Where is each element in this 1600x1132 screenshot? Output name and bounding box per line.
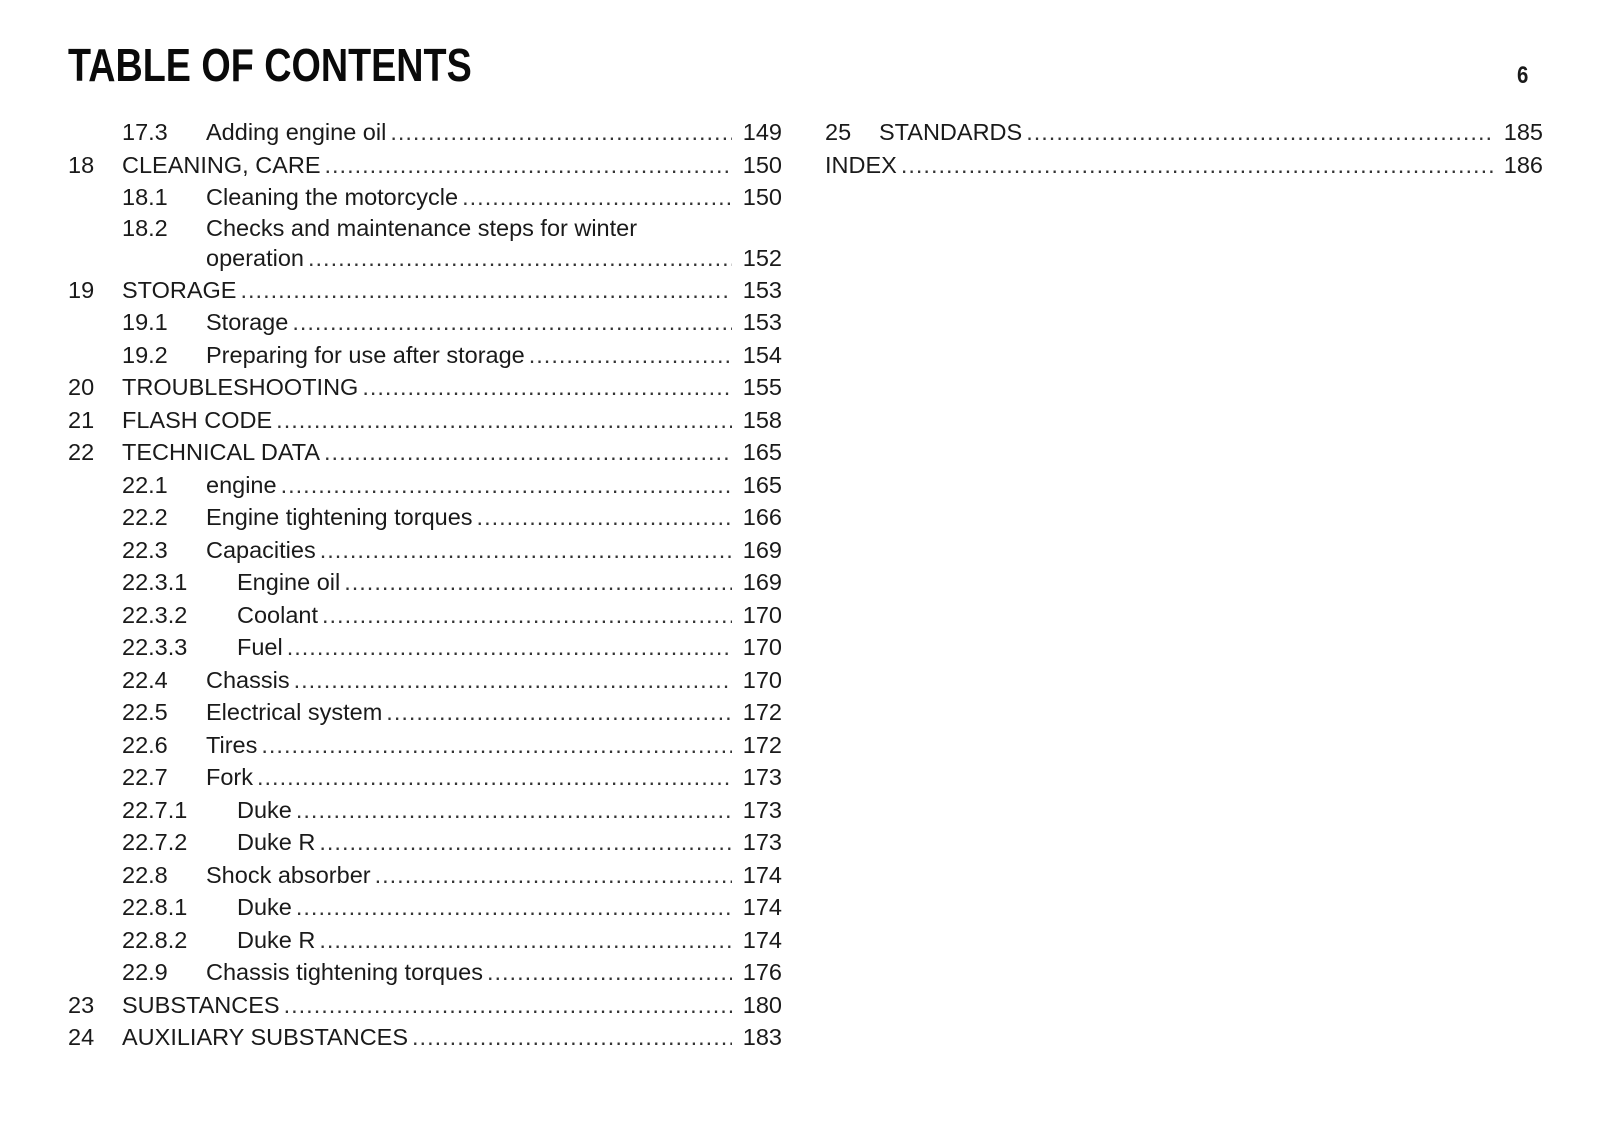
section-number: 22.3.2 bbox=[122, 601, 188, 628]
toc-entry[interactable] bbox=[68, 214, 782, 274]
page-ref: 173 bbox=[742, 829, 782, 855]
section-number: 18.2 bbox=[122, 214, 168, 241]
page-ref: 165 bbox=[742, 439, 782, 465]
leader-dots bbox=[324, 436, 732, 469]
toc-entry[interactable] bbox=[825, 116, 1543, 149]
page-ref: 155 bbox=[742, 374, 782, 400]
page-ref: 183 bbox=[742, 1024, 782, 1050]
leader-dots bbox=[261, 729, 732, 762]
leader-dots bbox=[412, 1021, 732, 1054]
page-number: 6 bbox=[1516, 62, 1528, 89]
leader-dots bbox=[362, 371, 732, 404]
toc-entry[interactable] bbox=[68, 599, 782, 632]
section-number: 23 bbox=[68, 991, 95, 1018]
toc-entry[interactable] bbox=[68, 149, 782, 182]
section-number: 22.7.1 bbox=[122, 796, 188, 823]
page-ref: 165 bbox=[742, 471, 782, 498]
page-ref: 173 bbox=[742, 764, 782, 790]
section-title: Cleaning the motorcycle bbox=[206, 184, 459, 210]
section-number: 24 bbox=[68, 1024, 95, 1050]
section-number: 17.3 bbox=[122, 119, 168, 145]
page-ref: 166 bbox=[742, 504, 782, 530]
section-title: TECHNICAL DATA bbox=[122, 439, 321, 465]
leader-dots bbox=[901, 149, 1493, 182]
leader-dots bbox=[344, 566, 732, 599]
section-number: 22.5 bbox=[122, 699, 168, 725]
leader-dots bbox=[487, 956, 732, 989]
leader-dots bbox=[284, 989, 732, 1022]
leader-dots bbox=[322, 599, 732, 632]
section-title: Storage bbox=[206, 309, 289, 335]
leader-dots bbox=[320, 534, 732, 567]
page-ref: 172 bbox=[742, 699, 782, 725]
toc-entry[interactable] bbox=[68, 116, 782, 149]
section-title: AUXILIARY SUBSTANCES bbox=[122, 1024, 409, 1050]
toc-entry[interactable] bbox=[68, 794, 782, 827]
section-title: Engine oil bbox=[237, 569, 341, 595]
leader-dots bbox=[276, 404, 732, 437]
page-ref: 170 bbox=[742, 666, 782, 693]
leader-dots bbox=[287, 631, 732, 664]
toc-entry[interactable] bbox=[68, 1021, 782, 1054]
page-ref: 174 bbox=[742, 861, 782, 888]
section-number: 22.7 bbox=[122, 764, 168, 790]
toc-entry[interactable] bbox=[68, 924, 782, 957]
toc-entry[interactable] bbox=[68, 729, 782, 762]
leader-dots bbox=[308, 242, 732, 274]
leader-dots bbox=[319, 924, 732, 957]
section-title: Tires bbox=[206, 731, 258, 758]
section-number: 19.1 bbox=[122, 309, 168, 335]
section-number: 25 bbox=[825, 119, 852, 145]
section-number: 22.3.3 bbox=[122, 634, 188, 660]
page-ref: 185 bbox=[1503, 119, 1543, 145]
section-number: 22.9 bbox=[122, 959, 168, 985]
page-ref: 158 bbox=[742, 406, 782, 433]
toc-entry[interactable] bbox=[68, 371, 782, 404]
section-title: FLASH CODE bbox=[122, 406, 273, 433]
toc-entry[interactable] bbox=[68, 534, 782, 567]
page-ref: 149 bbox=[742, 119, 782, 145]
page-ref: 176 bbox=[742, 959, 782, 985]
section-title: engine bbox=[206, 471, 277, 498]
page-ref: 173 bbox=[742, 796, 782, 823]
leader-dots bbox=[292, 306, 732, 339]
section-number: 21 bbox=[68, 406, 95, 433]
leader-dots bbox=[294, 664, 732, 697]
toc-entry[interactable] bbox=[68, 274, 782, 307]
toc-entry[interactable] bbox=[68, 956, 782, 989]
section-number: 22.2 bbox=[122, 504, 168, 530]
section-number: 19.2 bbox=[122, 341, 168, 368]
toc-entry[interactable] bbox=[68, 501, 782, 534]
leader-dots bbox=[240, 274, 732, 307]
toc-left-column bbox=[68, 116, 782, 1054]
page-ref: 150 bbox=[742, 184, 782, 210]
toc-entry[interactable] bbox=[68, 664, 782, 697]
toc-entry[interactable] bbox=[68, 761, 782, 794]
section-number: 22.1 bbox=[122, 471, 168, 498]
section-title: Electrical system bbox=[206, 699, 383, 725]
toc-entry[interactable] bbox=[68, 469, 782, 502]
section-number: 22.3.1 bbox=[122, 569, 188, 595]
page-ref: 180 bbox=[742, 991, 782, 1018]
toc-entry[interactable] bbox=[68, 436, 782, 469]
page-ref: 174 bbox=[742, 894, 782, 920]
toc-entry[interactable] bbox=[825, 149, 1543, 182]
page-ref: 170 bbox=[742, 601, 782, 628]
leader-dots bbox=[386, 696, 732, 729]
section-title: Adding engine oil bbox=[206, 119, 387, 145]
toc-entry[interactable] bbox=[68, 891, 782, 924]
section-number: 18.1 bbox=[122, 184, 168, 210]
section-number: 22.6 bbox=[122, 731, 168, 758]
section-title: Duke bbox=[237, 894, 292, 920]
page-title: TABLE OF CONTENTS bbox=[68, 39, 472, 91]
section-number: 22.8 bbox=[122, 861, 168, 888]
section-title: Duke R bbox=[237, 926, 316, 953]
toc-entry[interactable] bbox=[68, 859, 782, 892]
section-title: STORAGE bbox=[122, 276, 237, 303]
section-number: 22.4 bbox=[122, 666, 168, 693]
page-ref: 152 bbox=[742, 244, 782, 271]
section-title: Coolant bbox=[237, 601, 318, 628]
toc-entry[interactable] bbox=[68, 631, 782, 664]
leader-dots bbox=[325, 149, 733, 182]
leader-dots bbox=[1026, 116, 1493, 149]
leader-dots bbox=[462, 181, 732, 214]
leader-dots bbox=[296, 891, 732, 924]
toc-entry[interactable] bbox=[68, 404, 782, 437]
section-title: CLEANING, CARE bbox=[122, 151, 321, 178]
section-title: Shock absorber bbox=[206, 861, 371, 888]
section-number: 22 bbox=[68, 439, 95, 465]
section-title: Duke R bbox=[237, 829, 316, 855]
section-number: 22.3 bbox=[122, 536, 168, 563]
toc-entry[interactable] bbox=[68, 306, 782, 339]
section-title: Preparing for use after storage bbox=[206, 341, 525, 368]
leader-dots bbox=[257, 761, 732, 794]
section-title: Engine tightening torques bbox=[206, 504, 473, 530]
leader-dots bbox=[375, 859, 732, 892]
section-title: Fuel bbox=[237, 634, 283, 660]
toc-right-column bbox=[825, 116, 1543, 181]
section-title: INDEX bbox=[825, 151, 897, 178]
section-title: TROUBLESHOOTING bbox=[122, 374, 359, 400]
section-title: Chassis tightening torques bbox=[206, 959, 483, 985]
section-number: 19 bbox=[68, 276, 95, 303]
section-number: 18 bbox=[68, 151, 95, 178]
toc-entry[interactable] bbox=[68, 566, 782, 599]
leader-dots bbox=[390, 116, 732, 149]
section-number: 20 bbox=[68, 374, 95, 400]
leader-dots bbox=[296, 794, 732, 827]
toc-entry[interactable] bbox=[68, 826, 782, 859]
toc-entry[interactable] bbox=[68, 339, 782, 372]
section-title: Duke bbox=[237, 796, 292, 823]
page-ref: 172 bbox=[742, 731, 782, 758]
section-title: Fork bbox=[206, 764, 253, 790]
section-title-continued: operation bbox=[206, 244, 304, 271]
toc-entry[interactable] bbox=[68, 696, 782, 729]
leader-dots bbox=[477, 501, 732, 534]
leader-dots bbox=[529, 339, 732, 372]
toc-entry[interactable] bbox=[68, 181, 782, 214]
toc-entry[interactable] bbox=[68, 989, 782, 1022]
page-ref: 154 bbox=[742, 341, 782, 368]
page-ref: 169 bbox=[742, 569, 782, 595]
section-title: Chassis bbox=[206, 666, 290, 693]
page-ref: 170 bbox=[742, 634, 782, 660]
leader-dots bbox=[319, 826, 732, 859]
section-number: 22.8.1 bbox=[122, 894, 188, 920]
page-ref: 150 bbox=[742, 151, 782, 178]
section-number: 22.7.2 bbox=[122, 829, 188, 855]
section-number: 22.8.2 bbox=[122, 926, 188, 953]
page-ref: 153 bbox=[742, 276, 782, 303]
section-title: STANDARDS bbox=[879, 119, 1023, 145]
leader-dots bbox=[281, 469, 732, 502]
page-ref: 174 bbox=[742, 926, 782, 953]
page-ref: 153 bbox=[742, 309, 782, 335]
page-ref: 169 bbox=[742, 536, 782, 563]
section-title: Checks and maintenance steps for winter bbox=[206, 214, 638, 241]
section-title: Capacities bbox=[206, 536, 316, 563]
page-ref: 186 bbox=[1503, 151, 1543, 178]
section-title: SUBSTANCES bbox=[122, 991, 280, 1018]
